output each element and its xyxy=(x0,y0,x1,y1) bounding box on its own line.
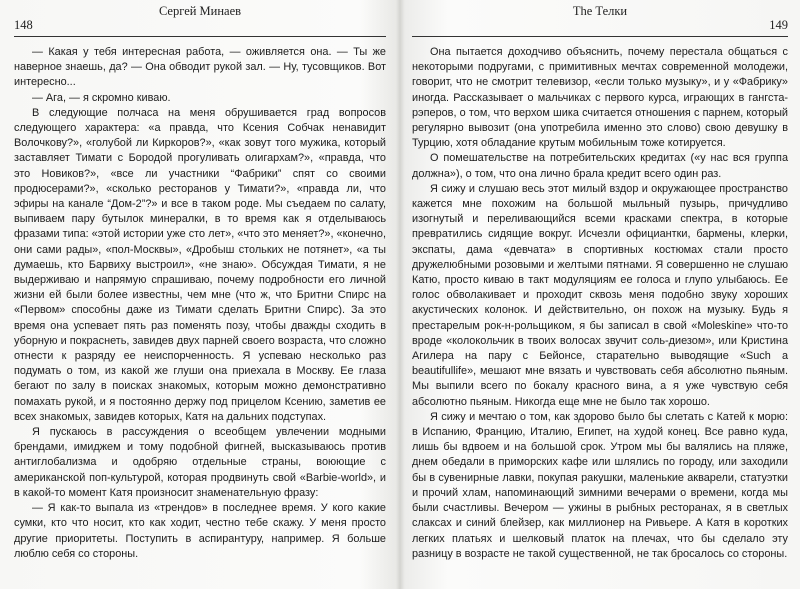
left-page xyxy=(14,0,386,589)
paragraph: Я сижу и слушаю весь этот милый вздор и окружающее пространство кажется мне похожим на большой мыльный пузырь, причудливо изогнутый и переливающийся всеми красками спектра, в которые превратились сидящие вокруг. Исчезли официантки, бармены, клерки, экспаты, дама «девчата» в спортивных костюмах стали просто дружелюбными розовыми и желтыми пятнами. Я совершенно не слушаю Катю, просто киваю в такт модуляциям ее голоса и глупо улыбаюсь. Ее голос обволакивает и проходит сквозь меня подобно звуку хороших акустических колонок. И действительно, он похож на музыку. Будь я престарелым рок-н-рольщиком, я бы записал в свой «Moleskine» что-то вроде «колокольчик в твоих волосах звучит соль-диезом», или Кристина Агилера на пару с Бейонсе, старательно выводящие «Such a beautifullife», мешают мне вязать и чувствовать себя абсолютно пьяным. Мы выпили всего по бокалу красного вина, а я уже чувствую себя абсолютно пьяным. Никогда еще мне не было так хорошо. xyxy=(412,182,788,408)
right-page xyxy=(412,0,788,589)
right-running-head xyxy=(412,0,788,37)
paragraph: — Я как-то выпала из «трендов» в последнее время. У кого какие сумки, кто что носит, кто как ходит, честно тебе скажу. У меня просто другие приоритеты. Поступить в аспирантуру, например. Я больше люблю себя со стороны. xyxy=(14,502,386,560)
right-page-number: 149 xyxy=(769,18,788,32)
right-running-head-title: The Телки xyxy=(572,4,628,18)
paragraph: О помешательстве на потребительских кредитах («у нас вся группа должна»), о том, что она лично брала кредит всего один раз. xyxy=(412,152,788,180)
left-body-text xyxy=(14,45,386,562)
right-body-text xyxy=(412,45,788,562)
left-page-number: 148 xyxy=(14,18,33,32)
paragraph: Я пускаюсь в рассуждения о всеобщем увлечении модными брендами, имиджем и тому подобной фигней, высказываюсь против антиглобализма и одобряю отдельные страны, воюющие с американской поп-культурой, которая продвинуть свой «Barbie-world», и в какой-то момент Катя произносит знаменательную фразу: xyxy=(14,426,386,499)
paragraph: В следующие полчаса на меня обрушивается град вопросов следующего характера: «а правда, что Ксения Собчак ненавидит Волочкову?», «голубой ли Киркоров?», «как зовут того мужика, который заставляет Тимати с Бородой прогуливать олигархам?», «правда, что это Новиков?», «все ли участники “Фабрики” спят со своими продюсерами?», «сколько ресторанов у Тимати?», «правда ли, что эфиры на канале “Дом-2”?» и все в таком роде. Мы съедаем по салату, выпиваем пару бутылок минералки, в то время как я отделываюсь фразами типа: «этой истории уже сто лет», «что это меняет?», «конечно, они сами рады», «пол-Москвы», «Дробыш стольких не потянет», «а ты думаешь, кто Барвиху выстроил», «не знаю». Обсуждая Тимати, я не выдерживаю и напрямую спрашиваю, почему подробности его личной жизни ей были более известны, чем мне (что ж, что Бритни Спирс на «Первом» способны даже из Тимати сделать Бритни Спирс). За это время она успевает пять раз поменять позу, чтобы дважды сходить в уборную и покраснеть, завидев двух парней своего возраста, что сложно отнести к разряду ее неиспорченность. Я успеваю несколько раз подумать о том, из какой же глуши она приехала в Москву. Ее глаза бегают по залу в поисках знакомых, которым можно демонстративно помахать рукой, и я постоянно держу под прицелом Ксению, заметив ее всех знакомых, завидев которых, Катя на дальних подступах. xyxy=(14,106,386,423)
paragraph: — Какая у тебя интересная работа, — оживляется она. — Ты же наверное знаешь, да? — Она обводит рукой зал. — Ну, тусовщиков. Вот интересно... xyxy=(14,46,386,89)
left-running-head xyxy=(14,0,386,37)
left-running-head-title: Сергей Минаев xyxy=(158,4,242,18)
paragraph: — Ага, — я скромно киваю. xyxy=(32,91,171,104)
paragraph: Я сижу и мечтаю о том, как здорово было бы слетать с Катей к морю: в Испанию, Францию, Италию, Египет, на худой конец. Все равно куда, лишь бы вдвоем и на большой срок. Утром мы бы валялись на пляже, днем обедали в приморских кафе или шлялись по городу, или заходили бы в сувенирные лавки, покупая ракушки, маленькие акварели, статуэтки и прочий хлам, напоминающий зимними вечерами о времени, когда мы были счастливы. Вечером — ужины в рыбных ресторанах, я в светлых слаксах и синий блейзер, как миллионер на Ривьере. А Катя в коротких легких платьях и шелковый платок на плечах, что бы сделало эту разницу в возрасте не такой существенной, не так бросалось со стороны. xyxy=(412,410,788,560)
paragraph: Она пытается доходчиво объяснить, почему перестала общаться с некоторыми подругами, с примитивных мечтах современной молодежи, говорит, что не смотрит телевизор, «если только музыку», и у «Фабрику» иногда. Рассказывает о мальчиках с первого курса, играющих в гангста-рэперов, о том, что верхом шика считается отношения с парнем, который регулярно вывозит (она употребила именно это слово) свою девушку в Турцию, хотя обладание крутым мобильным тоже котируется. xyxy=(412,46,788,150)
